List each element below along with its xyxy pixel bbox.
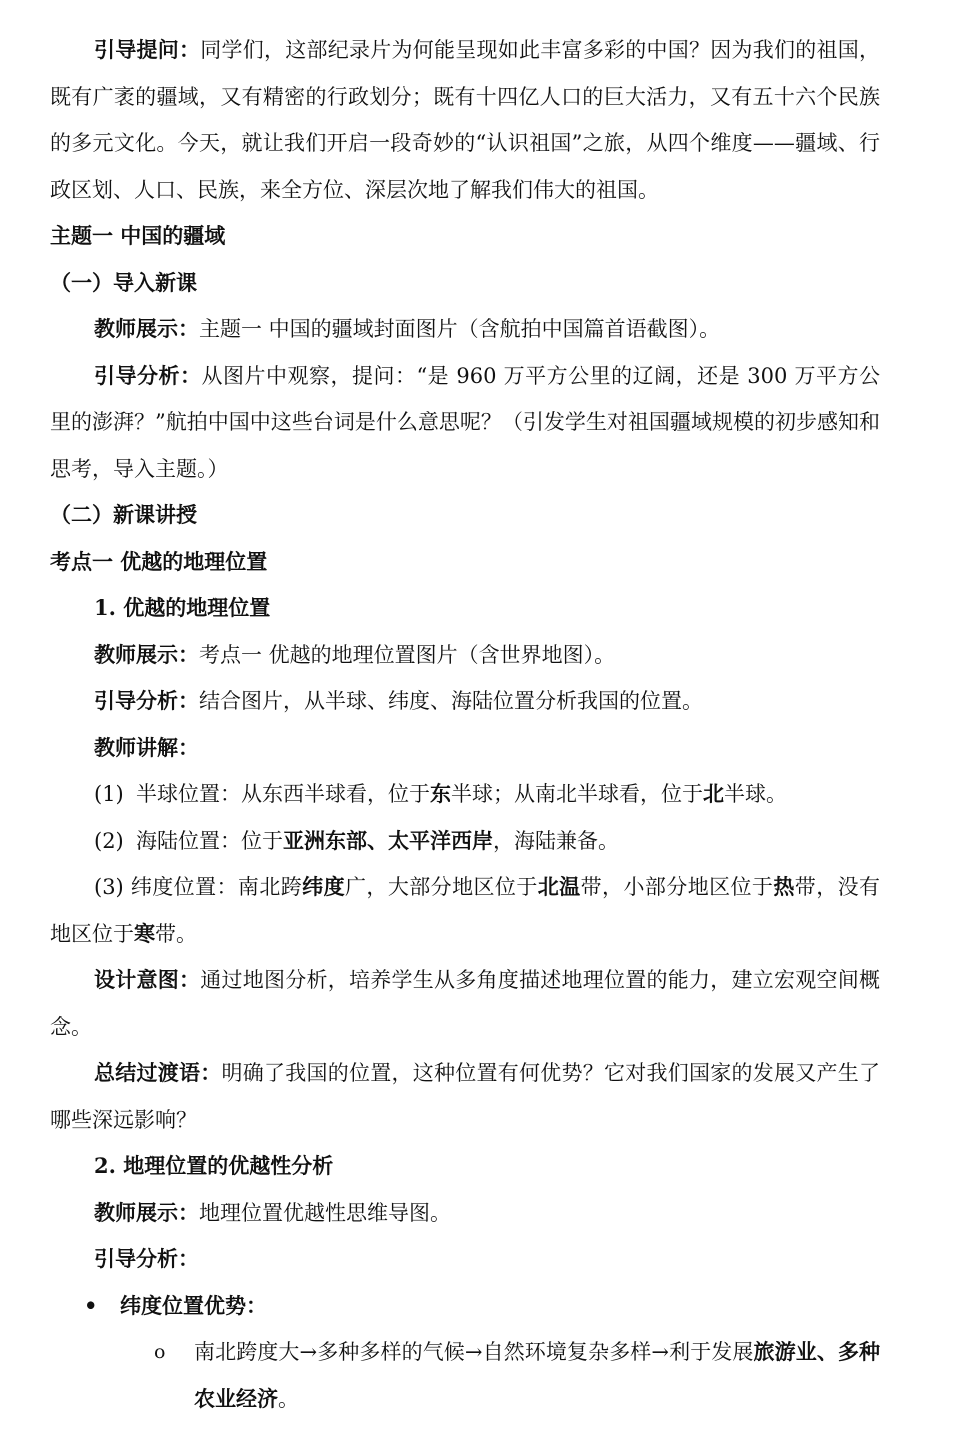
bullet-latitude-advantage: • 纬度位置优势：	[50, 1283, 880, 1330]
teacher-show-1: 教师展示：主题一 中国的疆域封面图片（含航拍中国篇首语截图）。	[94, 316, 721, 341]
intro-paragraph	[50, 27, 880, 213]
lesson-document	[50, 27, 880, 1422]
theme-title: 主题一 中国的疆域	[50, 223, 226, 248]
transition-paragraph: 总结过渡语：明确了我国的位置，这种位置有何优势？它对我们国家的发展又产生了哪些深远影响？	[50, 1060, 880, 1132]
intro-label: 引导提问：	[94, 37, 201, 62]
guide-analysis-1: 引导分析：从图片中观察，提问：“是 960 万平方公里的辽阔，还是 300 万平方公里的澎湃？”航拍中国中这些台词是什么意思呢？（引发学生对祖国疆域规模的初步感知和思考，导入主题。）	[50, 362, 880, 481]
guide-analysis-3: 引导分析：	[94, 1246, 199, 1271]
bullet-icon: •	[84, 1292, 98, 1318]
circle-bullet-icon: o	[154, 1341, 166, 1363]
teacher-show-2: 教师展示：考点一 优越的地理位置图片（含世界地图）。	[94, 641, 616, 667]
sub2-title: 2. 地理位置的优越性分析	[94, 1153, 334, 1178]
point-latitude: (3) 纬度位置：南北跨纬度广，大部分地区位于北温带，小部分地区位于热带，没有地区位于寒带。	[50, 874, 881, 946]
exam-point-title: 考点一 优越的地理位置	[50, 548, 268, 574]
sub-bullet-climate: o 南北跨度大→多种多样的气候→自然环境复杂多样→利于发展旅游业、多种农业经济。	[50, 1329, 880, 1422]
section2-title: （二）新课讲授	[50, 502, 197, 527]
teacher-show-3: 教师展示：地理位置优越性思维导图。	[94, 1199, 451, 1225]
point-hemisphere: (1) 半球位置：从东西半球看，位于东半球；从南北半球看，位于北半球。	[94, 781, 787, 806]
section1-title: （一）导入新课	[50, 269, 197, 295]
intro-text: 同学们，这部纪录片为何能呈现如此丰富多彩的中国？因为我们的祖国，既有广袤的疆域，又有精密的行政划分；既有十四亿人口的巨大活力，又有五十六个民族的多元文化。今天，就让我们开启一段奇妙的“认识祖国”之旅，从四个维度——疆域、行政区划、人口、民族，来全方位、深层次地了解我们伟大的祖国。	[50, 38, 880, 202]
sub1-title: 1. 优越的地理位置	[94, 595, 271, 620]
teacher-explain-label: 教师讲解：	[94, 734, 199, 760]
point-sea-land: (2) 海陆位置：位于亚洲东部、太平洋西岸，海陆兼备。	[94, 827, 619, 853]
guide-analysis-2: 引导分析：结合图片，从半球、纬度、海陆位置分析我国的位置。	[94, 688, 703, 713]
design-intent: 设计意图：通过地图分析，培养学生从多角度描述地理位置的能力，建立宏观空间概念。	[50, 967, 880, 1039]
